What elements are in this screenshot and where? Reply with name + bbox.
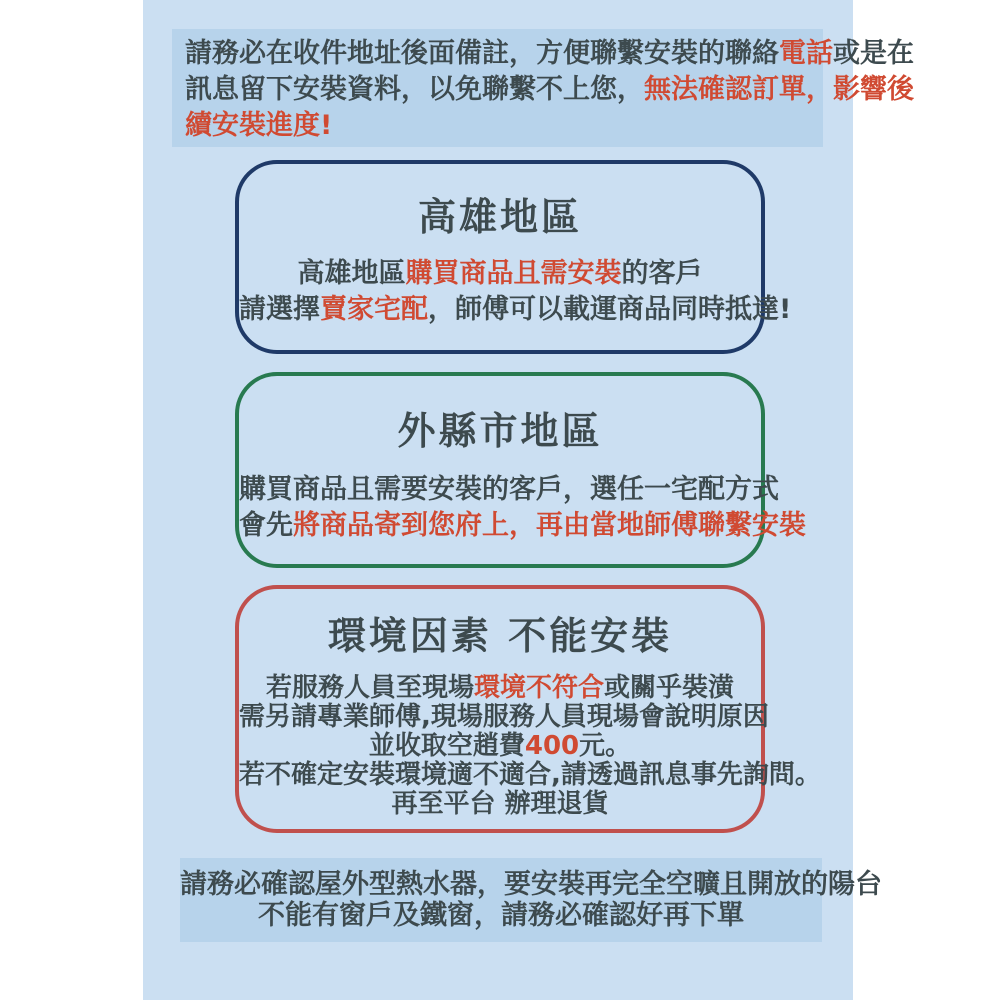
text-segment: 高雄地區 [297,258,406,289]
top-notice [172,29,914,147]
bottom-notice-line-2 [180,900,822,931]
kaohsiung-box-body [239,256,792,328]
text-segment: 購買商品且需要安裝的客戶，選任一宅配方式 [239,474,779,505]
other-counties-body-line-1 [239,472,779,508]
environment-body-line-4 [239,760,821,790]
bottom-notice [180,858,882,942]
text-segment: 將商品寄到您府上，再由當地師傅聯繫安裝 [293,510,806,541]
environment-box-body [239,673,821,819]
region-box-environment [235,585,821,833]
text-segment: 訊息留下安裝資料，以免聯繫不上您， [185,74,644,105]
text-segment: 環境不符合 [473,673,604,703]
text-segment: 續安裝進度! [185,110,333,141]
text-segment: 電話 [779,38,833,69]
other-counties-body-line-2 [239,508,806,544]
other-counties-box-title: 外縣市地區 [397,409,603,453]
text-segment: 需另請專業師傅,現場服務人員現場會說明原因 [239,702,769,732]
text-segment: 會先 [239,510,293,541]
top-notice-line-1 [185,36,914,72]
environment-body-line-3 [239,732,761,761]
text-segment: 400 [524,731,580,761]
kaohsiung-box-title: 高雄地區 [417,195,582,239]
kaohsiung-body-line-1 [239,256,761,292]
text-segment: 的客戶 [621,258,703,289]
region-box-other-counties [235,372,806,568]
text-segment: 元。 [579,731,632,761]
text-segment: 無法確認訂單，影響後 [644,74,914,105]
text-segment: 不能有窗戶及鐵窗，請務必確認好再下單 [258,900,744,931]
text-segment: 請選擇 [239,294,320,325]
environment-body-line-5 [239,790,761,819]
bottom-notice-line-1 [180,869,882,900]
text-segment: 請務必確認屋外型熱水器，要安裝再完全空曠且開放的陽台 [180,869,882,900]
text-segment: 或關乎裝潢 [604,673,735,703]
region-box-kaohsiung [235,160,792,354]
top-notice-line-3 [185,108,813,144]
environment-body-line-2 [239,702,769,732]
text-segment: 若不確定安裝環境適不適合,請透過訊息事先詢問。 [239,760,821,790]
text-segment: 或是在 [833,38,914,69]
text-segment: 請務必在收件地址後面備註，方便聯繫安裝的聯絡 [185,38,779,69]
text-segment: 再至平台 辦理退貨 [391,789,609,819]
other-counties-box-body [239,472,806,544]
text-segment: ，師傅可以載運商品同時抵達! [428,294,792,325]
text-segment: 賣家宅配 [320,294,428,325]
environment-box-title: 環境因素 不能安裝 [327,614,673,658]
top-notice-line-2 [185,72,914,108]
environment-body-line-1 [239,674,761,703]
content-panel [143,0,914,1000]
text-segment: 並收取空趙費 [368,731,525,761]
text-segment: 若服務人員至現場 [265,673,474,703]
text-segment: 購買商品且需安裝 [405,258,622,289]
kaohsiung-body-line-2 [239,292,792,328]
